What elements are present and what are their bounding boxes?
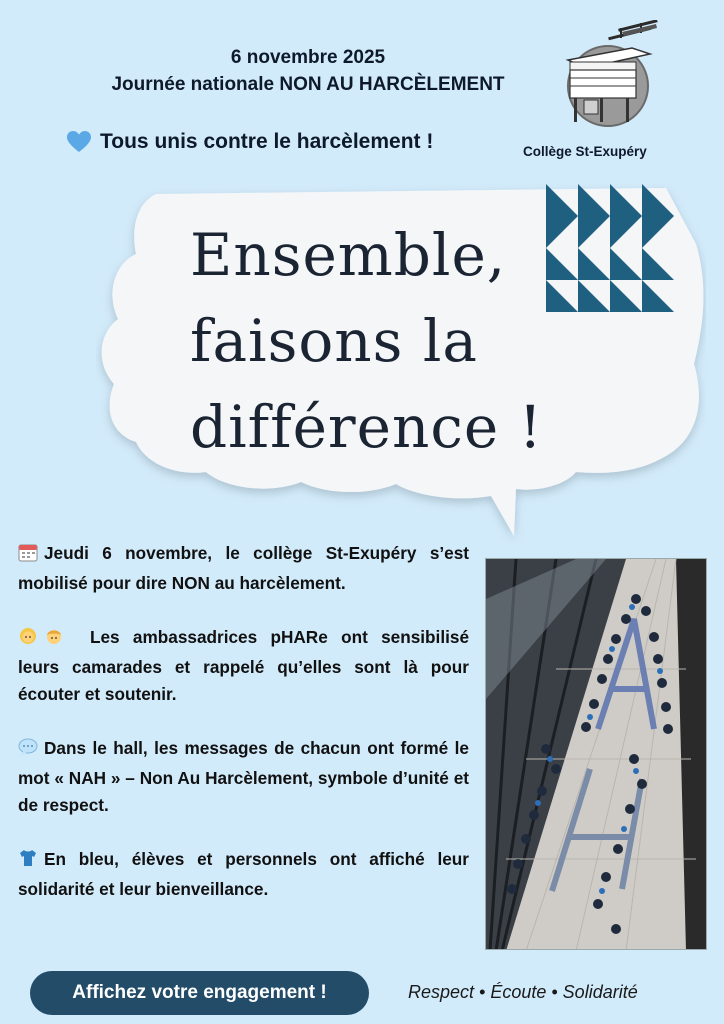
tshirt-icon: [18, 848, 38, 876]
paragraph-2-text: Les ambassadrices pHARe ont sensibilisé leurs camarades et rappelé qu’elles sont là pour écouter et soutenir.: [18, 627, 469, 704]
values-tagline: Respect • Écoute • Solidarité: [408, 982, 638, 1002]
paragraph-bleu: [18, 846, 469, 903]
college-name: Collège St-Exupéry: [523, 144, 647, 159]
paragraph-4-text: En bleu, élèves et personnels ont affiché leur solidarité et leur bienveillance.: [18, 849, 469, 899]
paragraph-ambassadrices: [18, 624, 469, 708]
event-date: 6 novembre 2025: [230, 47, 386, 68]
girl-icon: [18, 626, 38, 654]
headline-line-1: Ensemble,: [190, 221, 507, 289]
students-forming-nah-photo: [485, 558, 707, 950]
headline-line-3: différence !: [190, 393, 543, 461]
paragraph-3-text: Dans le hall, les messages de chacun ont formé le mot « NAH » – Non Au Harcèlement, symbole d’unité et de respect.: [18, 738, 469, 815]
paragraph-mobilisation: [18, 540, 469, 597]
blue-heart-icon: [66, 130, 92, 154]
slogan-text: Tous unis contre le harcèlement !: [100, 130, 434, 153]
paragraph-nah: [18, 735, 469, 819]
article-body: [18, 540, 469, 903]
college-logo-icon: [560, 20, 664, 130]
event-title: Journée nationale NON AU HARCÈLEMENT: [111, 74, 505, 95]
headline: [190, 212, 620, 470]
slogan: [66, 128, 433, 156]
boy-icon: [44, 626, 64, 654]
engagement-button[interactable]: Affichez votre engagement !: [30, 971, 369, 1015]
paragraph-1-text: Jeudi 6 novembre, le collège St-Exupéry s’est mobilisé pour dire NON au harcèlement.: [18, 543, 469, 593]
calendar-icon: [18, 542, 38, 570]
speech-bubble-icon: [18, 737, 38, 765]
headline-line-2: faisons la: [190, 307, 478, 375]
